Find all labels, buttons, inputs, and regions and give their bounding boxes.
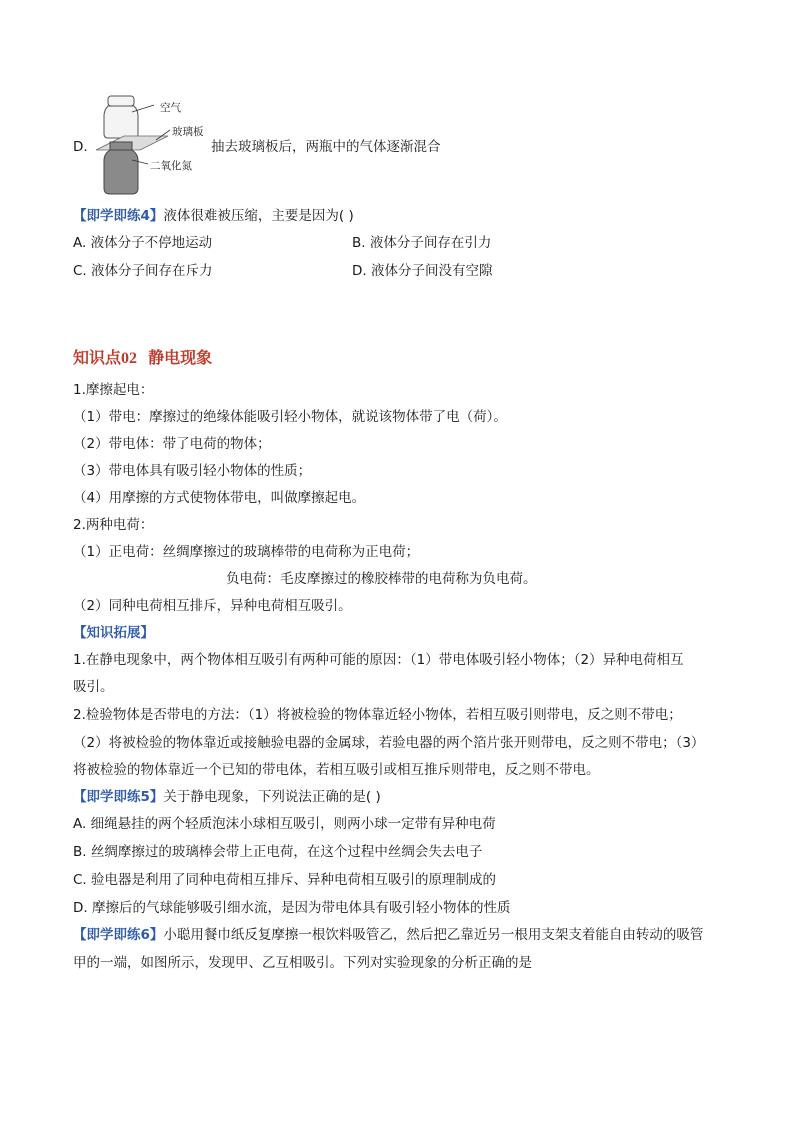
extension-line: 将被检验的物体靠近一个已知的带电体，若相互吸引或相互推斥则带电，反之则不带电。 bbox=[73, 762, 600, 778]
air-bottle bbox=[104, 106, 138, 138]
q5-option-b: B. 丝绸摩擦过的玻璃棒会带上正电荷，在这个过程中丝绸会失去电子 bbox=[73, 844, 483, 860]
q6-stem-line bbox=[73, 926, 703, 944]
q4-stem-line bbox=[73, 207, 354, 225]
q3-option-d-caption: 抽去玻璃板后，两瓶中的气体逐渐混合 bbox=[211, 139, 441, 155]
body-line: （4）用摩擦的方式使物体带电，叫做摩擦起电。 bbox=[73, 490, 366, 506]
body-line: 1.摩擦起电： bbox=[73, 382, 154, 398]
q4-tag: 【即学即练4】 bbox=[73, 208, 164, 224]
q6-tag: 【即学即练6】 bbox=[73, 927, 164, 943]
extension-tag: 【知识拓展】 bbox=[73, 625, 154, 641]
figure-label-air: 空气 bbox=[160, 102, 181, 114]
body-line: （1）带电：摩擦过的绝缘体能吸引轻小物体，就说该物体带了电（荷）。 bbox=[73, 409, 507, 425]
extension-line: 1.在静电现象中，两个物体相互吸引有两种可能的原因：（1）带电体吸引轻小物体；（2）异种电荷相互 bbox=[73, 652, 684, 668]
q4-option-a: A. 液体分子不停地运动 bbox=[73, 235, 213, 251]
q5-stem: 关于静电现象，下列说法正确的是( ) bbox=[163, 789, 381, 805]
no2-bottle bbox=[104, 150, 138, 194]
body-line: （2）带电体：带了电荷的物体； bbox=[73, 436, 271, 452]
q4-option-c: C. 液体分子间存在斥力 bbox=[73, 263, 213, 279]
body-line: 2.两种电荷： bbox=[73, 517, 154, 533]
q5-option-a: A. 细绳悬挂的两个轻质泡沫小球相互吸引，则两小球一定带有异种电荷 bbox=[73, 816, 496, 832]
body-line: （2）同种电荷相互排斥，异种电荷相互吸引。 bbox=[73, 598, 352, 614]
gas-diffusion-figure bbox=[94, 92, 224, 198]
q3-option-d-letter: D. bbox=[73, 139, 88, 155]
q5-option-d: D. 摩擦后的气球能够吸引细水流，是因为带电体具有吸引轻小物体的性质 bbox=[73, 900, 511, 916]
air-bottle-neck bbox=[108, 96, 134, 106]
q5-tag: 【即学即练5】 bbox=[73, 789, 164, 805]
figure-label-no2: 二氧化氮 bbox=[150, 160, 192, 172]
body-line: （3）带电体具有吸引轻小物体的性质； bbox=[73, 463, 312, 479]
section-heading bbox=[73, 345, 212, 368]
q6-stem-1: 小聪用餐巾纸反复摩擦一根饮料吸管乙，然后把乙靠近另一根用支架支着能自由转动的吸管 bbox=[163, 927, 704, 943]
no2-bottle-neck bbox=[110, 142, 132, 150]
extension-line: 2.检验物体是否带电的方法：（1）将被检验的物体靠近轻小物体，若相互吸引则带电，反之则不带电； bbox=[73, 707, 682, 723]
extension-line: 吸引。 bbox=[73, 679, 114, 695]
q4-option-b: B. 液体分子间存在引力 bbox=[352, 235, 492, 251]
q4-stem: 液体很难被压缩，主要是因为( ) bbox=[163, 208, 354, 224]
extension-line: （2）将被检验的物体靠近或接触验电器的金属球，若验电器的两个箔片张开则带电，反之则不带电；（3） bbox=[73, 735, 705, 751]
q4-option-d: D. 液体分子间没有空隙 bbox=[352, 263, 493, 279]
q5-option-c: C. 验电器是利用了同种电荷相互排斥、异种电荷相互吸引的原理制成的 bbox=[73, 872, 497, 888]
figure-label-glass-plate: 玻璃板 bbox=[172, 126, 204, 138]
q6-stem-2: 甲的一端，如图所示，发现甲、乙互相吸引。下列对实验现象的分析正确的是 bbox=[73, 955, 532, 971]
body-line-indented: 负电荷：毛皮摩擦过的橡胶棒带的电荷称为负电荷。 bbox=[226, 571, 537, 587]
q5-stem-line bbox=[73, 788, 381, 806]
section-number: 02 bbox=[121, 350, 138, 367]
section-prefix: 知识点 bbox=[73, 348, 122, 367]
body-line: （1）正电荷：丝绸摩擦过的玻璃棒带的电荷称为正电荷； bbox=[73, 544, 420, 560]
section-title: 静电现象 bbox=[148, 348, 213, 367]
